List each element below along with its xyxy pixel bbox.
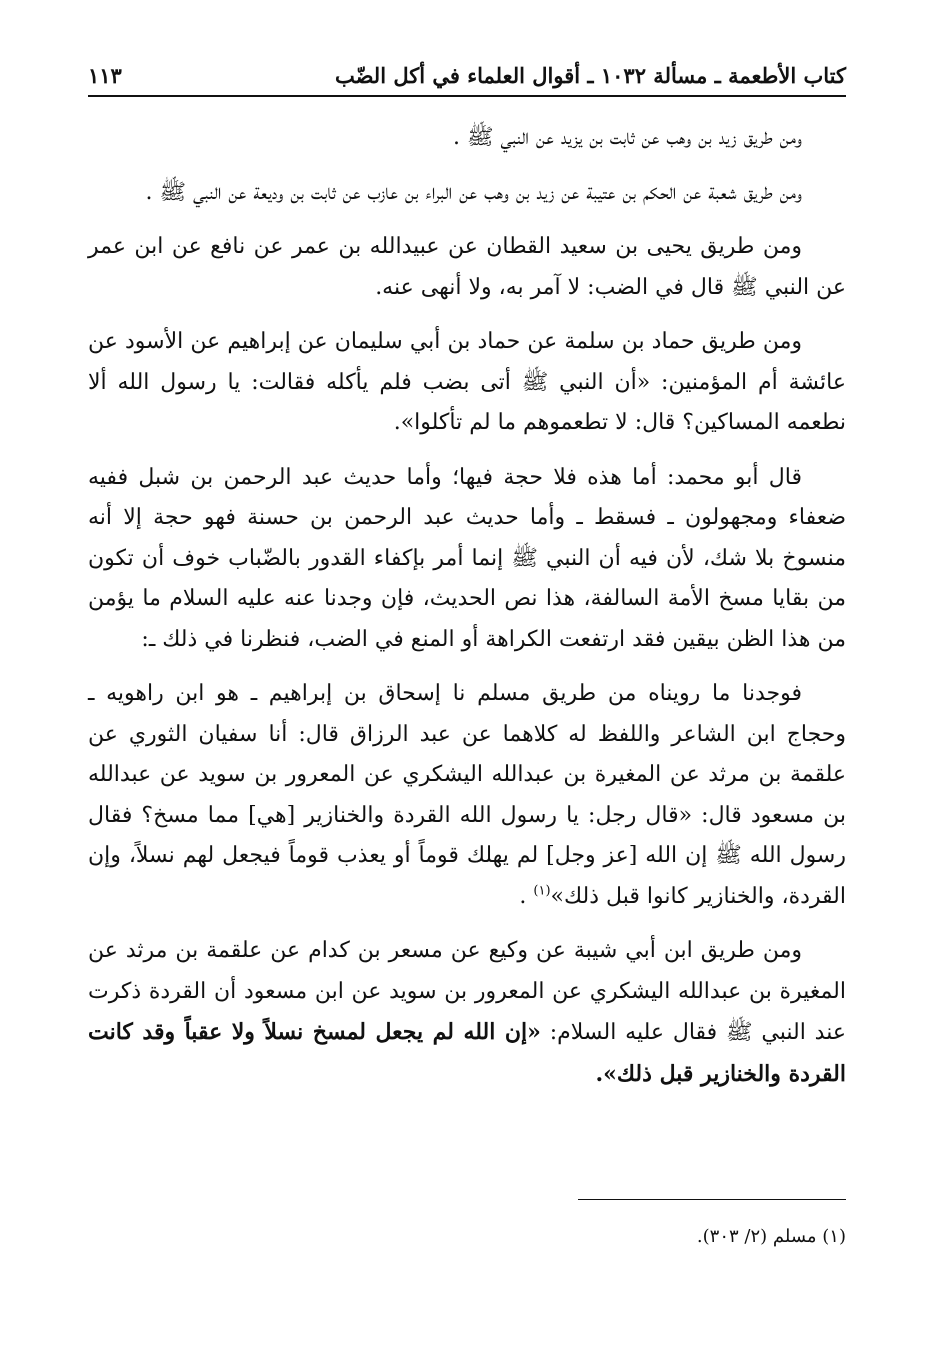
main-text: [88, 118, 846, 1109]
footnote-marker: (١): [533, 883, 551, 899]
paragraph-3: ومن طريق يحيى بن سعيد القطان عن عبيدالله بن عمر عن نافع عن ابن عمر عن النبي ﷺ قال في الضب: لا آمر به، ولا أنهى عنه.: [88, 234, 846, 300]
paragraph-2: ومن طريق شعبة عن الحكم بن عتيبة عن زيد بن وهب عن البراء بن عازب عن ثابت بن وديعة عن النبي ﷺ .: [145, 179, 802, 205]
paragraph-6: فوجدنا ما رويناه من طريق مسلم نا إسحاق بن إبراهيم ـ هو ابن راهويه ـ وحجاج ابن الشاعر واللفظ له كلاهما عن عبد الرزاق قال: أنا سفيان الثوري عن علقمة بن مرثد عن المغيرة بن عبدالله اليشكري عن المعرور بن سويد عن عبدالله بن مسعود قال: «قال رجل: يا رسول الله القردة والخنازير [هي] مما مسخ؟ فقال رسول الله ﷺ إن الله [عز وجل] لم يهلك قوماً أو يعذب قوماً فيجعل لهم نسلاً، وإن القردة، والخنازير كانوا قبل ذلك»$^{(١)}$ .: [88, 681, 846, 909]
running-header: [88, 38, 846, 88]
footnote: (١) مسلم (٢/ ٣٠٣).: [696, 1226, 846, 1247]
paragraph-4: ومن طريق حماد بن سلمة عن حماد بن أبي سليمان عن إبراهيم عن الأسود عن عائشة أم المؤمنين: «أن النبي ﷺ أتى بضب فلم يأكله فقالت: يا رسول الله ألا نطعمه المساكين؟ قال: لا تطعموهم ما لم تأكلوا».: [88, 329, 846, 435]
header-title: كتاب الأطعمة ـ مسألة ١٠٣٢ ـ أقوال العلماء في أكل الضّب: [334, 63, 846, 88]
paragraph-7-text: ومن طريق ابن أبي شيبة عن وكيع عن مسعر بن كدام عن علقمة بن مرثد عن المغيرة بن عبدالله اليشكري عن المعرور بن سويد عن ابن مسعود أن القردة ذكرت عند النبي ﷺ فقال عليه السلام:: [88, 938, 846, 1045]
paragraph-6-text: فوجدنا ما رويناه من طريق مسلم نا إسحاق بن إبراهيم ـ هو ابن راهويه ـ وحجاج ابن الشاعر واللفظ له كلاهما عن عبد الرزاق قال: أنا سفيان الثوري عن علقمة بن مرثد عن المغيرة بن عبدالله اليشكري عن المعرور بن سويد عن عبدالله بن مسعود قال: «قال رجل: يا رسول الله القردة والخنازير [هي] مما مسخ؟ فقال رسول الله ﷺ إن الله [عز وجل] لم يهلك قوماً أو يعذب قوماً فيجعل لهم نسلاً، وإن القردة، والخنازير كانوا قبل ذلك»: [88, 681, 846, 909]
footnote-divider: [578, 1199, 846, 1200]
header-divider: [88, 95, 846, 97]
paragraph-1: ومن طريق زيد بن وهب عن ثابت بن يزيد عن النبي ﷺ .: [452, 125, 802, 150]
paragraph-7: [88, 931, 846, 1095]
paragraph-5: قال أبو محمد: أما هذه فلا حجة فيها؛ وأما حديث عبد الرحمن بن شبل ففيه ضعفاء ومجهولون ـ فسقط ـ وأما حديث عبد الرحمن بن حسنة فهو حجة إلا أنه منسوخ بلا شك، لأن فيه أن النبي ﷺ إنما أمر بإكفاء القدور بالضّباب خوف أن تكون من بقايا مسخ الأمة السالفة، هذا نص الحديث، فإن وجدنا عنه عليه السلام ما يؤمن من هذا الظن بيقين فقد ارتفعت الكراهة أو المنع في الضب، فنظرنا في ذلك ـ:: [88, 464, 846, 652]
paragraph-7-quote: «إن الله لم يجعل لمسخ نسلاً ولا عقباً وقد كانت القردة والخنازير قبل ذلك».: [88, 1019, 846, 1087]
page-number: ١١٣: [88, 63, 122, 88]
